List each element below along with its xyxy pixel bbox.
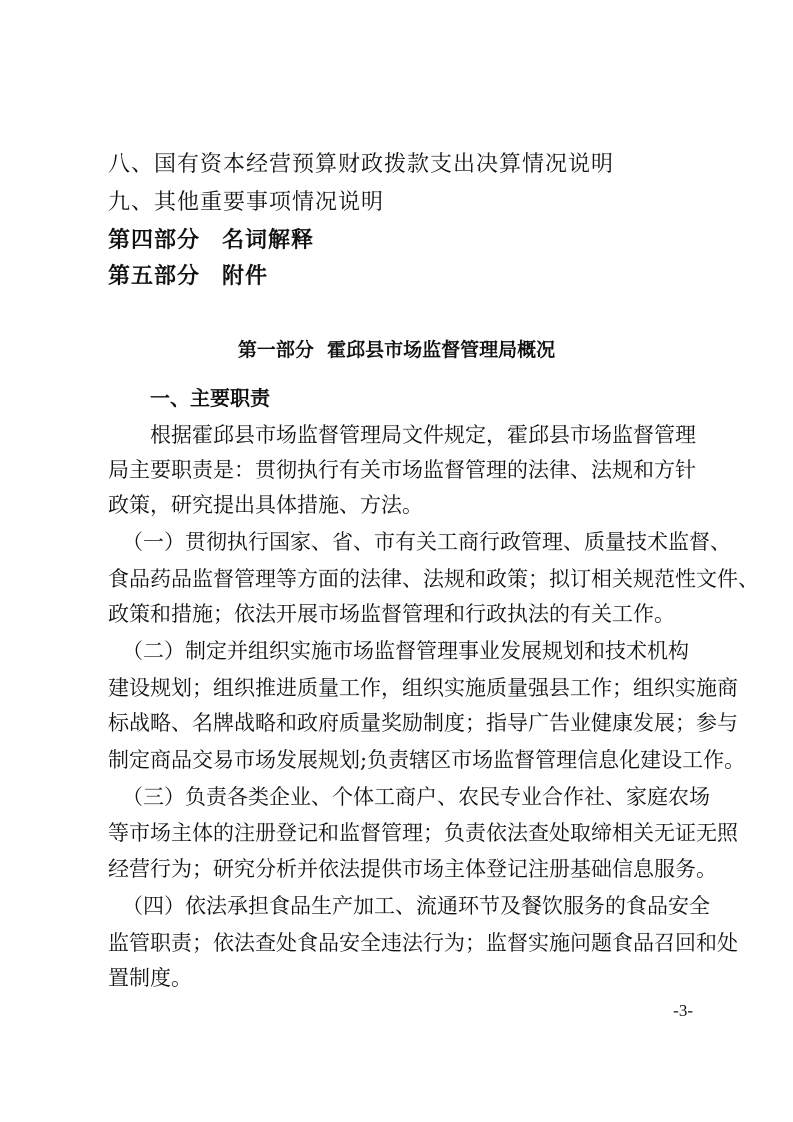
part-4-label: 第四部分 <box>108 228 201 253</box>
duty-2-line-1: （二）制定并组织实施市场监督管理事业发展规划和技术机构 <box>122 639 689 663</box>
toc-item-9: 九、其他重要事项情况说明 <box>108 190 385 215</box>
part-5-label: 第五部分 <box>108 264 201 289</box>
section-title: 第一部分 霍邱县市场监督管理局概况 <box>237 339 556 361</box>
toc-part-4 <box>108 226 314 256</box>
duty-4-line-1: （四）依法承担食品生产加工、流通环节及餐饮服务的食品安全 <box>122 894 710 918</box>
duty-3-line-1: （三）负责各类企业、个体工商户、农民专业合作社、家庭农场 <box>122 785 710 809</box>
toc-part-5 <box>108 262 268 292</box>
intro-line-1: 根据霍邱县市场监督管理局文件规定，霍邱县市场监督管理 <box>150 423 696 447</box>
part-5-title: 附件 <box>222 264 269 289</box>
toc-item-8: 八、国有资本经营预算财政拨款支出决算情况说明 <box>108 152 615 177</box>
duty-4-line-3: 置制度。 <box>108 966 192 990</box>
duty-1-line-3: 政策和措施；依法开展市场监督管理和行政执法的有关工作。 <box>108 602 675 626</box>
duty-3-line-2: 等市场主体的注册登记和监督管理；负责依法查处取缔相关无证无照 <box>108 821 738 845</box>
duty-3-line-3: 经营行为；研究分析并依法提供市场主体登记注册基础信息服务。 <box>108 857 717 881</box>
duty-2-line-2: 建设规划；组织推进质量工作，组织实施质量强县工作；组织实施商 <box>108 676 738 700</box>
intro-line-2: 局主要职责是：贯彻执行有关市场监督管理的法律、法规和方针 <box>108 458 696 482</box>
duty-4-line-2: 监管职责；依法查处食品安全违法行为；监督实施问题食品召回和处 <box>108 931 738 955</box>
page-number: -3- <box>673 1001 693 1020</box>
section-heading: 一、主要职责 <box>150 386 270 410</box>
duty-1-line-2: 食品药品监督管理等方面的法律、法规和政策；拟订相关规范性文件、 <box>108 567 759 591</box>
duty-2-line-3: 标战略、名牌战略和政府质量奖励制度；指导广告业健康发展；参与 <box>108 711 738 735</box>
intro-line-3: 政策，研究提出具体措施、方法。 <box>108 493 423 517</box>
part-4-title: 名词解释 <box>222 228 315 253</box>
duty-2-line-4: 制定商品交易市场发展规划;负责辖区市场监督管理信息化建设工作。 <box>108 748 746 772</box>
duty-1-line-1: （一）贯彻执行国家、省、市有关工商行政管理、质量技术监督、 <box>122 530 731 554</box>
